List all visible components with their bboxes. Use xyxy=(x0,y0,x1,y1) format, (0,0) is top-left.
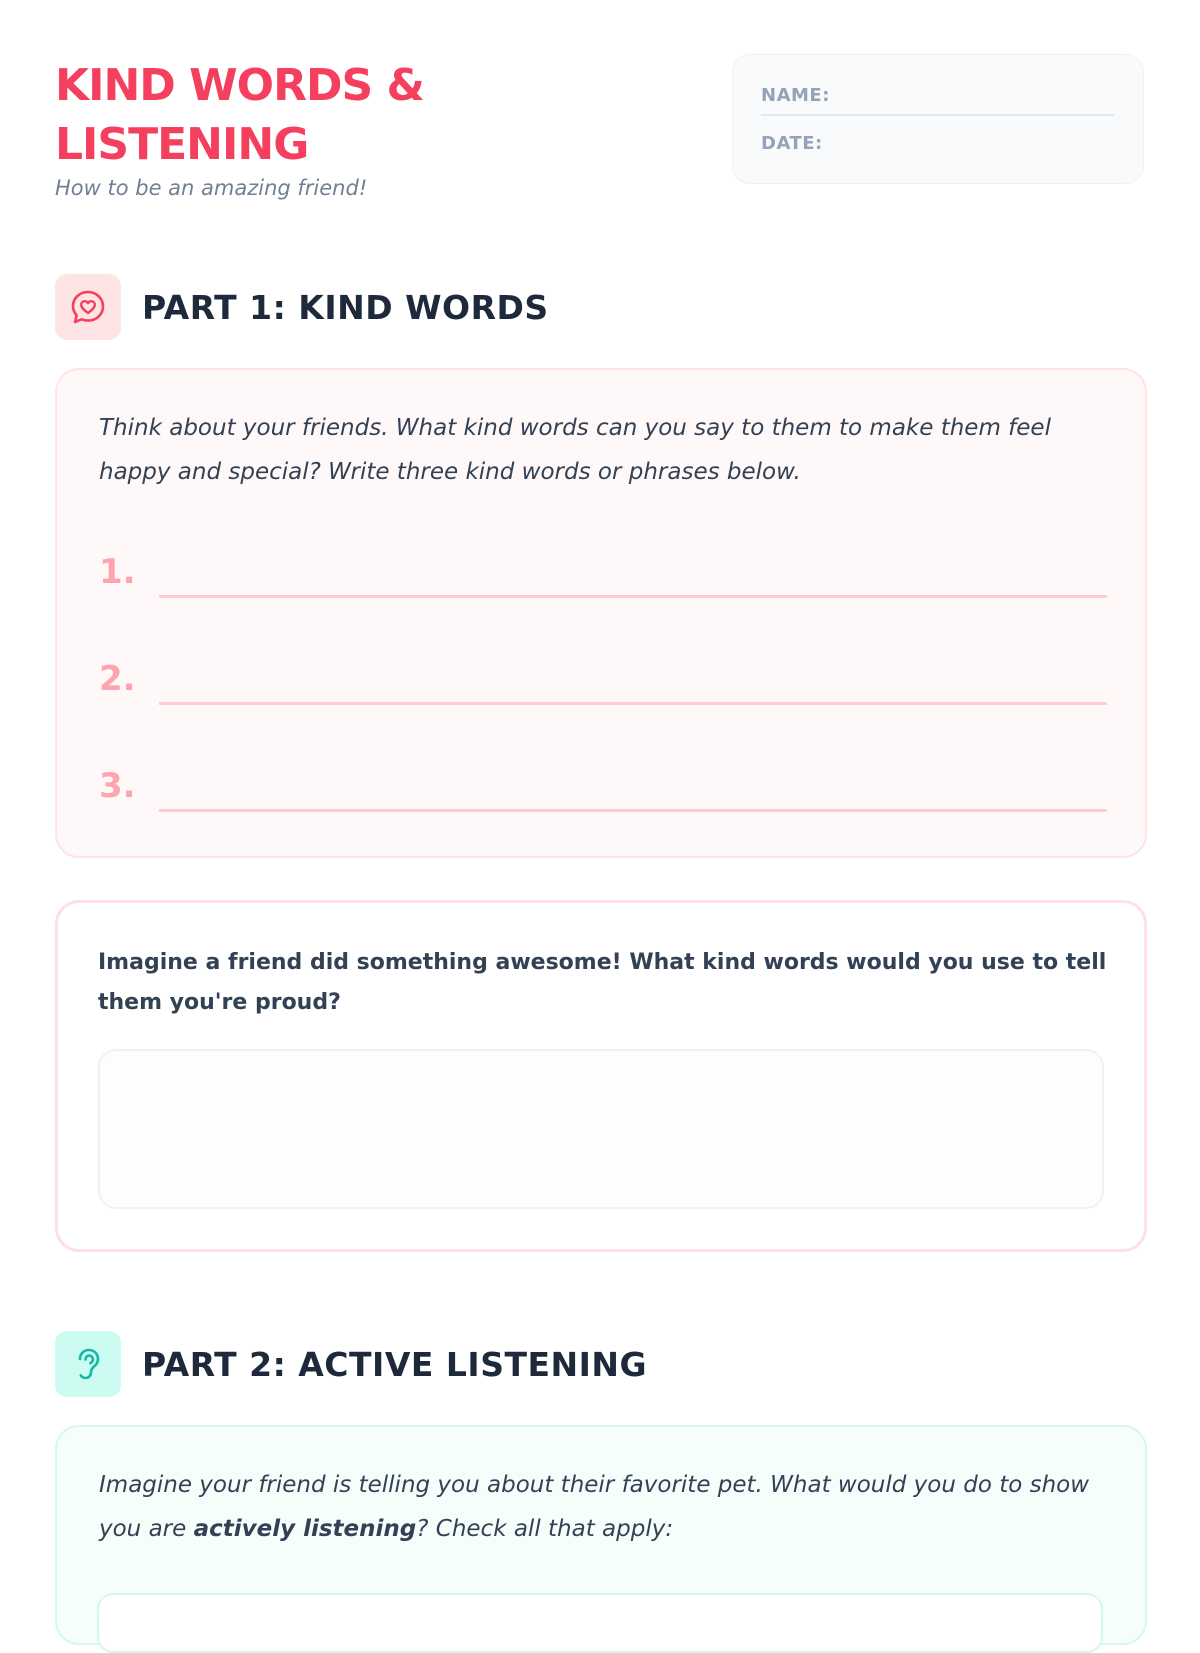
answer-line[interactable] xyxy=(159,702,1107,705)
active-listening-card xyxy=(55,1425,1147,1645)
prompt-text-end: ? Check all that apply: xyxy=(416,1516,674,1542)
date-field[interactable]: DATE: xyxy=(761,133,823,154)
proud-question: Imagine a friend did something awesome! What kind words would you use to tell them you're proud? xyxy=(98,950,1107,1015)
part2-header xyxy=(55,1331,647,1397)
answer-number: 1. xyxy=(99,552,136,592)
chat-heart-icon xyxy=(55,274,121,340)
name-date-box xyxy=(732,54,1144,184)
answer-row-1[interactable] xyxy=(99,548,1107,598)
kind-words-card xyxy=(55,368,1147,858)
part1-header xyxy=(55,274,549,340)
proud-answer-box[interactable] xyxy=(98,1049,1104,1209)
answer-line[interactable] xyxy=(159,809,1107,812)
ear-icon xyxy=(55,1331,121,1397)
page-subtitle: How to be an amazing friend! xyxy=(55,176,368,200)
answer-number: 2. xyxy=(99,659,136,699)
page-title: KIND WORDS & LISTENING xyxy=(55,60,424,170)
proud-question-card xyxy=(55,900,1147,1252)
answer-row-2[interactable] xyxy=(99,655,1107,705)
part2-title: PART 2: ACTIVE LISTENING xyxy=(142,1344,648,1384)
prompt-emphasis: actively listening xyxy=(193,1516,417,1542)
prompt-text: Imagine your friend is telling you about their favorite pet. What would you do to show you are xyxy=(99,1472,1090,1542)
active-listening-prompt xyxy=(99,1463,1109,1551)
checklist-option[interactable] xyxy=(97,1593,1103,1653)
answer-row-3[interactable] xyxy=(99,762,1107,812)
name-field[interactable]: NAME: xyxy=(761,85,1114,116)
part1-title: PART 1: KIND WORDS xyxy=(142,287,549,327)
kind-words-prompt: Think about your friends. What kind words can you say to them to make them feel happy and special? Write three kind words or phrases below. xyxy=(99,415,1051,485)
answer-line[interactable] xyxy=(159,595,1107,598)
answer-number: 3. xyxy=(99,766,136,806)
